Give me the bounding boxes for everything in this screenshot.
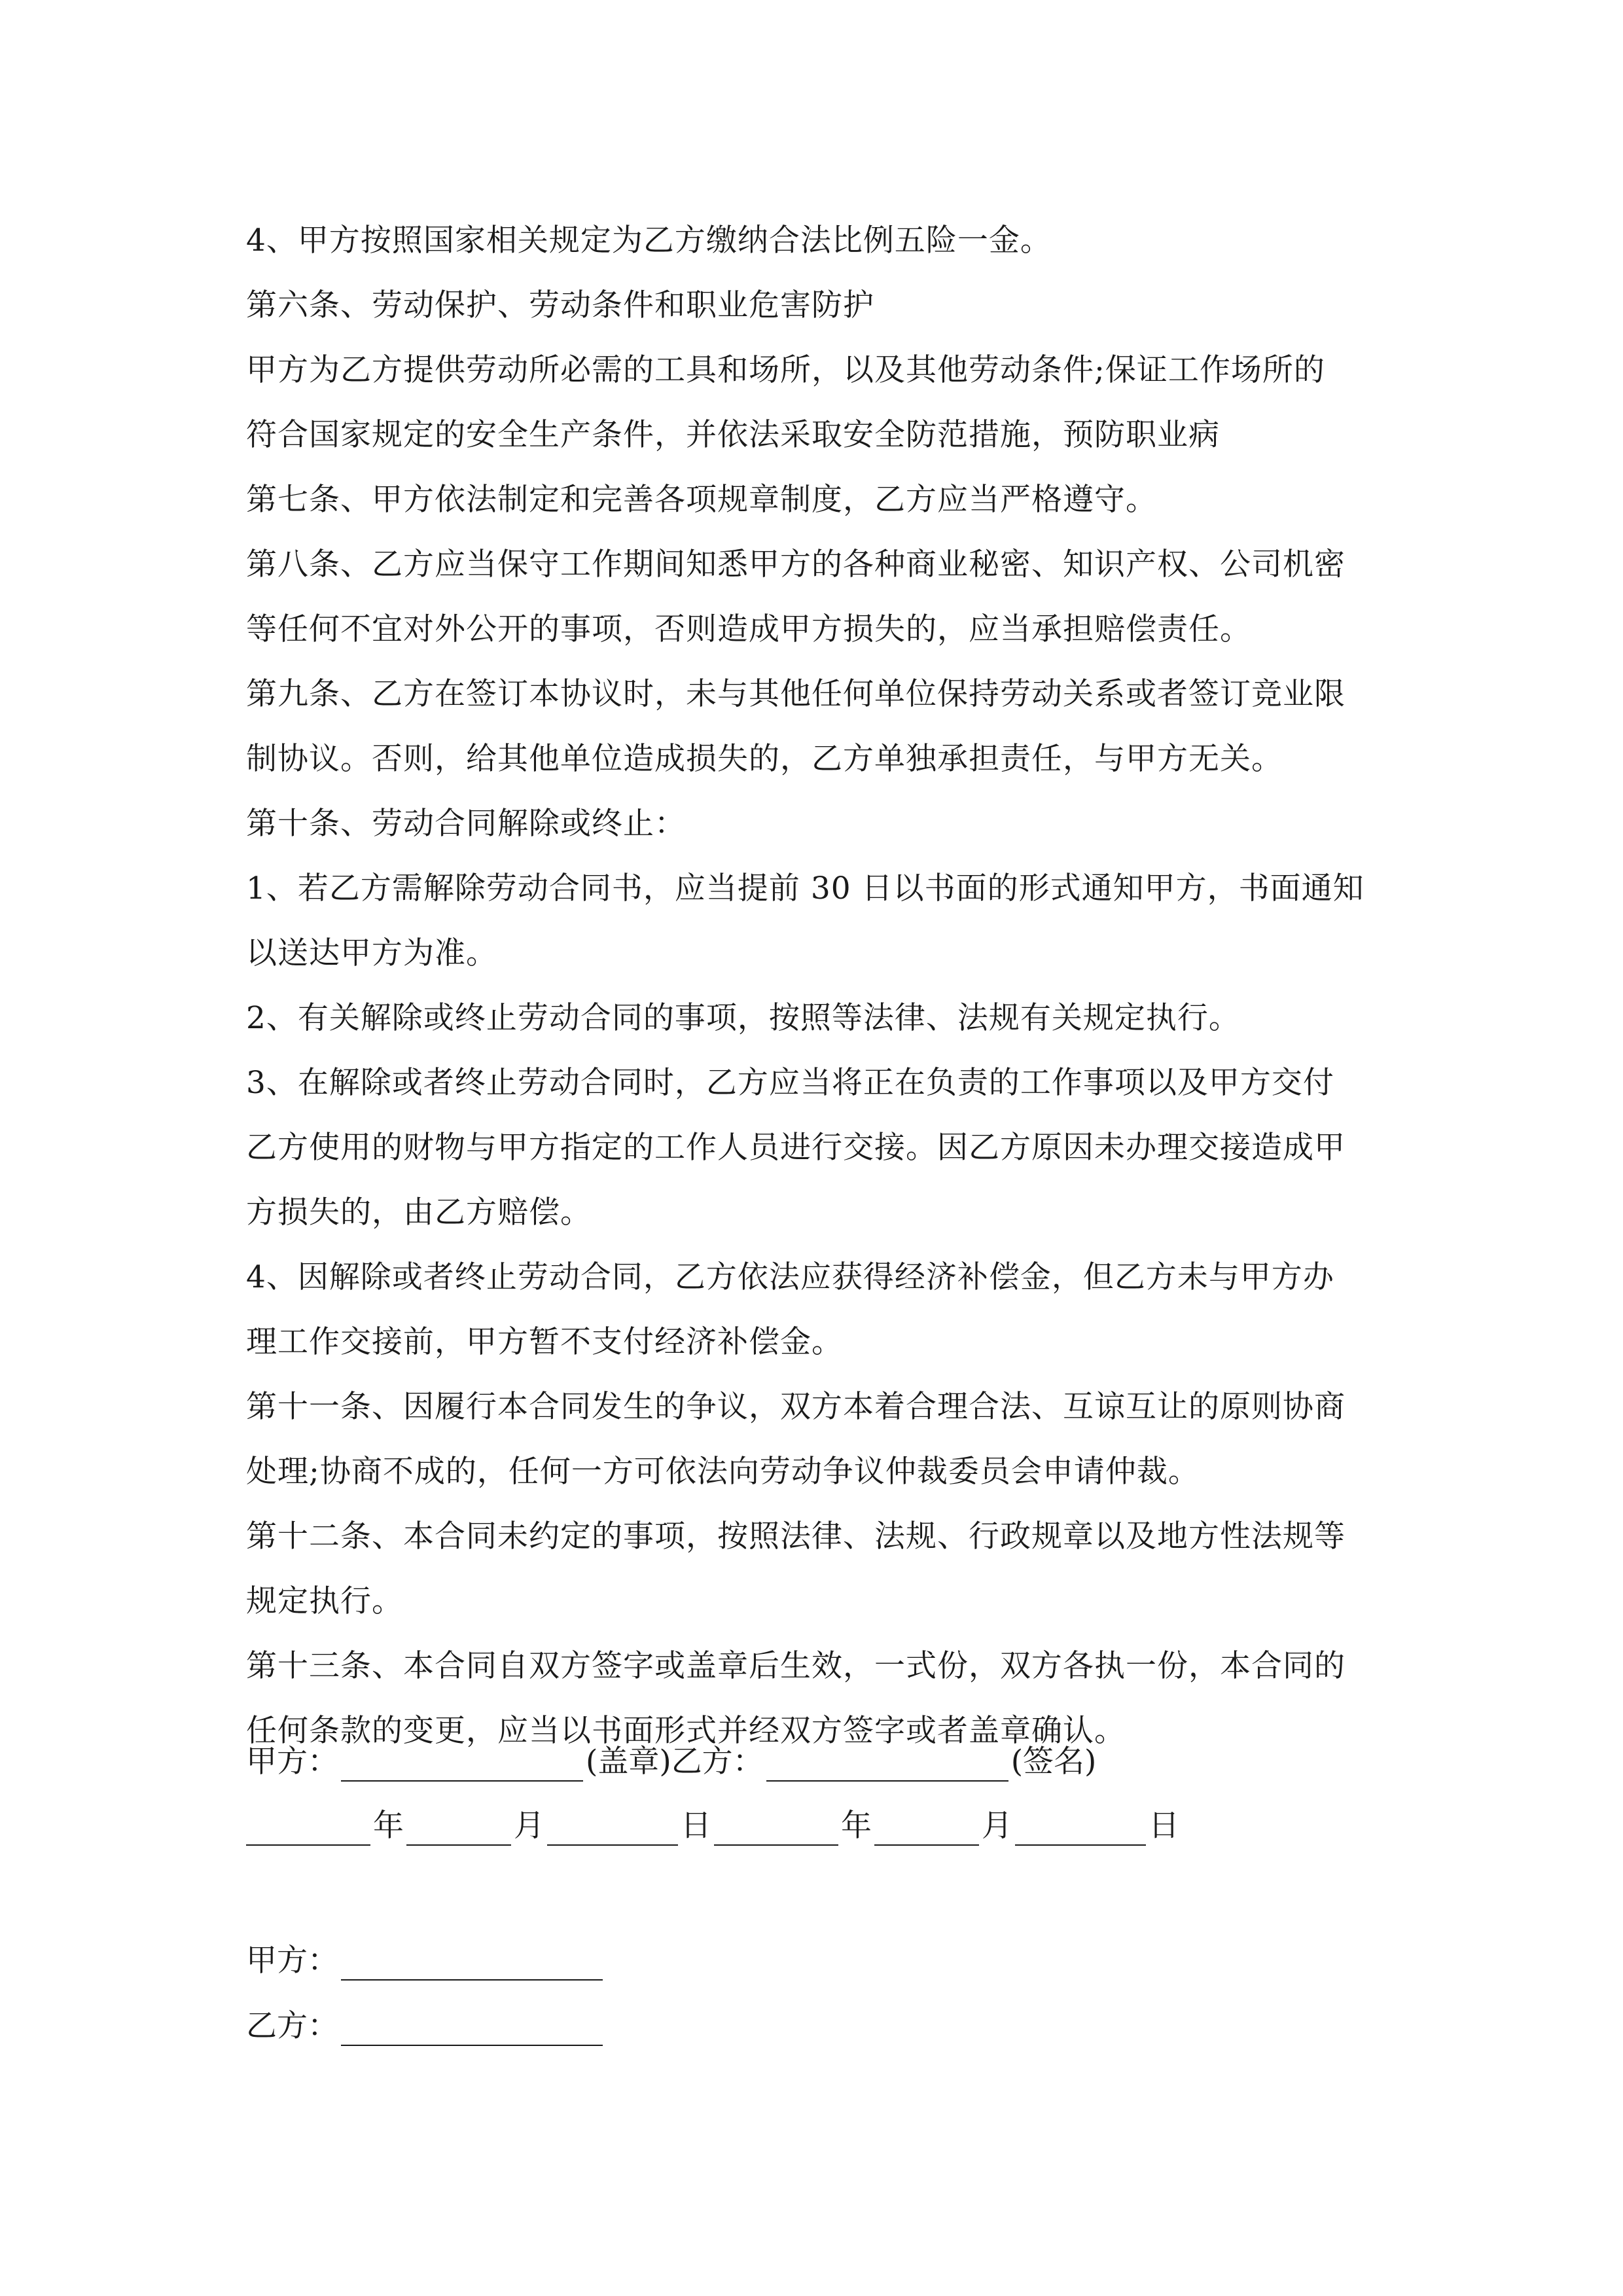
text-line: 符合国家规定的安全生产条件，并依法采取安全防范措施，预防职业病 — [246, 417, 1220, 453]
footer-party-b-row — [246, 2007, 605, 2046]
paragraph — [246, 1245, 1398, 1374]
paragraph-article-7 — [246, 467, 1398, 532]
section-heading-article-6 — [246, 273, 1398, 338]
month-label: 月 — [982, 1808, 1012, 1844]
text-line: 方损失的，由乙方赔偿。 — [246, 1194, 592, 1230]
year-label: 年 — [841, 1808, 872, 1844]
party-a-day-blank[interactable] — [547, 1812, 678, 1846]
footer-party-b-blank[interactable] — [341, 2012, 603, 2046]
paragraph-article-9 — [246, 662, 1398, 791]
text-line: 4、因解除或者终止劳动合同，乙方依法应获得经济补偿金，但乙方未与甲方办 — [246, 1259, 1334, 1295]
party-a-signature-blank[interactable] — [341, 1748, 583, 1782]
month-label: 月 — [514, 1808, 544, 1844]
paragraph — [246, 208, 1398, 273]
paragraph — [246, 338, 1398, 467]
paragraph — [246, 856, 1398, 986]
text-line: 第八条、乙方应当保守工作期间知悉甲方的各种商业秘密、知识产权、公司机密 — [246, 547, 1346, 583]
text-line: 第七条、甲方依法制定和完善各项规章制度，乙方应当严格遵守。 — [246, 482, 1157, 518]
party-b-month-blank[interactable] — [874, 1812, 979, 1846]
signature-row — [246, 1742, 1096, 1782]
text-line: 规定执行。 — [246, 1583, 403, 1619]
text-line: 2、有关解除或终止劳动合同的事项，按照等法律、法规有关规定执行。 — [246, 1000, 1240, 1036]
footer-party-a-label: 甲方： — [246, 1943, 338, 1979]
party-a-month-blank[interactable] — [406, 1812, 511, 1846]
year-label: 年 — [373, 1808, 404, 1844]
paragraph-article-11 — [246, 1374, 1398, 1504]
seal-label: (盖章) — [586, 1744, 671, 1780]
paragraph-article-12 — [246, 1504, 1398, 1634]
text-line: 乙方使用的财物与甲方指定的工作人员进行交接。因乙方原因未办理交接造成甲 — [246, 1130, 1346, 1166]
party-b-label: 乙方： — [671, 1744, 764, 1780]
contract-body — [246, 208, 1398, 1763]
party-a-year-blank[interactable] — [246, 1812, 370, 1846]
text-line: 第六条、劳动保护、劳动条件和职业危害防护 — [246, 287, 874, 323]
text-line: 甲方为乙方提供劳动所必需的工具和场所，以及其他劳动条件;保证工作场所的 — [246, 352, 1325, 388]
text-line: 任何条款的变更，应当以书面形式并经双方签字或者盖章确认。 — [246, 1713, 1126, 1749]
day-label: 日 — [1149, 1808, 1179, 1844]
text-line: 3、在解除或者终止劳动合同时，乙方应当将正在负责的工作事项以及甲方交付 — [246, 1065, 1334, 1101]
party-b-year-blank[interactable] — [714, 1812, 838, 1846]
text-line: 处理;协商不成的，任何一方可依法向劳动争议仲裁委员会申请仲裁。 — [246, 1454, 1200, 1490]
text-line: 第十一条、因履行本合同发生的争议，双方本着合理合法、互谅互让的原则协商 — [246, 1389, 1346, 1425]
text-line: 第十条、劳动合同解除或终止： — [246, 806, 686, 842]
day-label: 日 — [681, 1808, 711, 1844]
text-line: 1、若乙方需解除劳动合同书，应当提前 30 日以书面的形式通知甲方，书面通知 — [246, 870, 1364, 906]
footer-party-b-label: 乙方： — [246, 2008, 338, 2044]
text-line: 第十二条、本合同未约定的事项，按照法律、法规、行政规章以及地方性法规等 — [246, 1518, 1346, 1554]
text-line: 第九条、乙方在签订本协议时，未与其他任何单位保持劳动关系或者签订竞业限 — [246, 676, 1346, 712]
paragraph-article-8 — [246, 532, 1398, 662]
text-line: 4、甲方按照国家相关规定为乙方缴纳合法比例五险一金。 — [246, 223, 1052, 259]
date-row — [246, 1806, 1179, 1846]
party-a-label: 甲方： — [246, 1744, 338, 1780]
text-line: 第十三条、本合同自双方签字或盖章后生效，一式份，双方各执一份，本合同的 — [246, 1648, 1346, 1684]
text-line: 制协议。否则，给其他单位造成损失的，乙方单独承担责任，与甲方无关。 — [246, 741, 1283, 777]
sign-label: (签名) — [1010, 1744, 1097, 1780]
footer-party-a-row — [246, 1941, 605, 1981]
section-heading-article-10 — [246, 791, 1398, 856]
party-b-signature-blank[interactable] — [766, 1748, 1008, 1782]
paragraph — [246, 986, 1398, 1050]
text-line: 以送达甲方为准。 — [246, 935, 497, 971]
paragraph — [246, 1050, 1398, 1245]
text-line: 等任何不宜对外公开的事项，否则造成甲方损失的，应当承担赔偿责任。 — [246, 611, 1251, 647]
text-line: 理工作交接前，甲方暂不支付经济补偿金。 — [246, 1324, 843, 1360]
party-b-day-blank[interactable] — [1015, 1812, 1146, 1846]
footer-party-a-blank[interactable] — [341, 1946, 603, 1981]
